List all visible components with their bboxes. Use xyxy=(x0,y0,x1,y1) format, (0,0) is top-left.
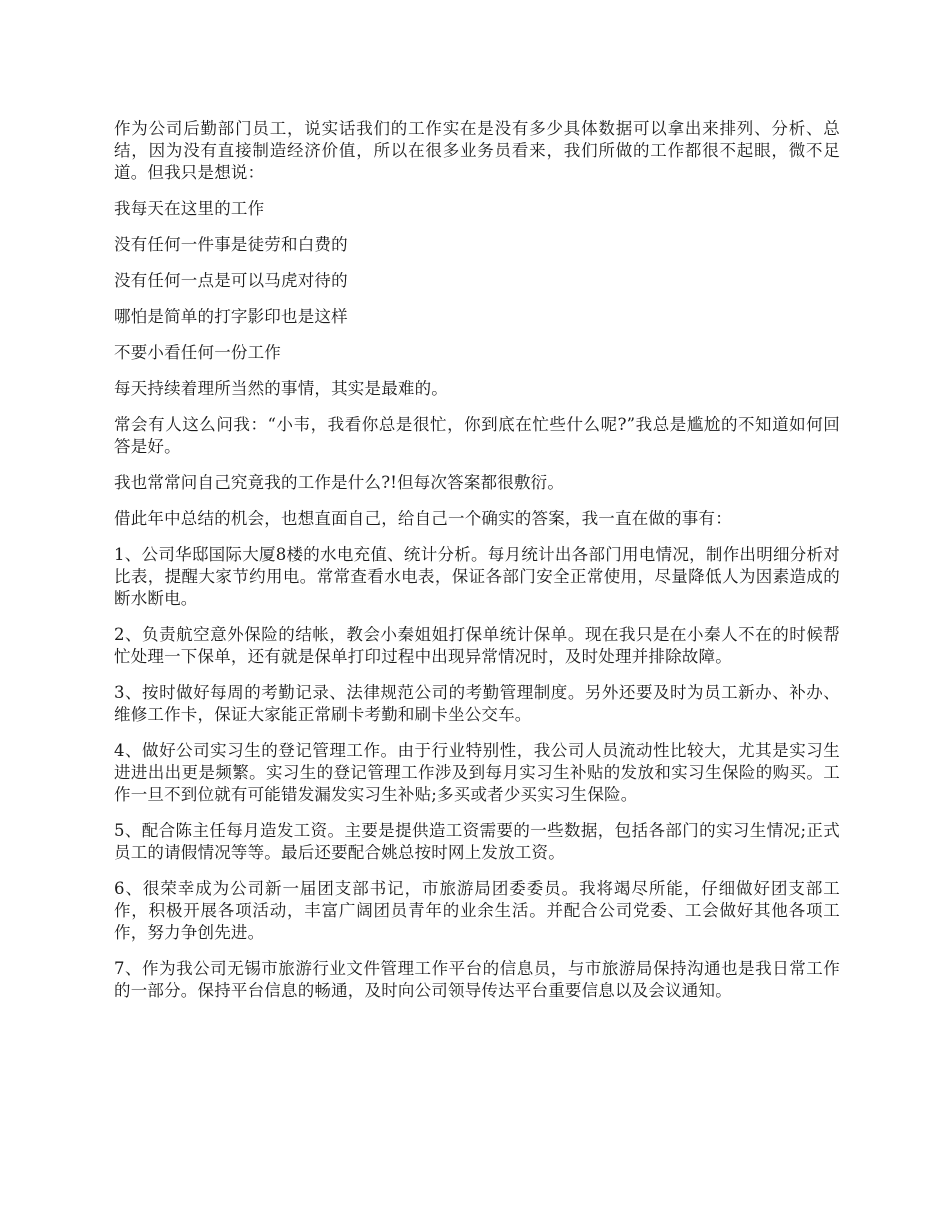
paragraph-line-6: 每天持续着理所当然的事情，其实是最难的。 xyxy=(114,379,448,398)
list-item-6: 6、很荣幸成为公司新一届团支部书记，市旅游局团委委员。我将竭尽所能，仔细做好团支部工作，积极开展各项活动，丰富广阔团员青年的业余生活。并配合公司党委、工会做好其他各项工作，努力争创先进。 xyxy=(114,879,840,942)
paragraph-summary-lead: 借此年中总结的机会，也想直面自己，给自己一个确实的答案，我一直在做的事有： xyxy=(114,509,732,528)
paragraph-line-3: 没有任何一点是可以马虎对待的 xyxy=(114,271,348,290)
paragraph-self-question: 我也常常问自己究竟我的工作是什么?!但每次答案都很敷衍。 xyxy=(114,473,565,492)
list-item-4: 4、做好公司实习生的登记管理工作。由于行业特别性，我公司人员流动性比较大，尤其是实习生进进出出更是频繁。实习生的登记管理工作涉及到每月实习生补贴的发放和实习生保险的购买。工作一旦不到位就有可能错发漏发实习生补贴;多买或者少买实习生保险。 xyxy=(114,741,840,804)
paragraph-line-2: 没有任何一件事是徒劳和白费的 xyxy=(114,235,348,254)
paragraph-line-5: 不要小看任何一份工作 xyxy=(114,343,281,362)
paragraph-line-4: 哪怕是简单的打字影印也是这样 xyxy=(114,307,348,326)
list-item-7: 7、作为我公司无锡市旅游行业文件管理工作平台的信息员，与市旅游局保持沟通也是我日常工作的一部分。保持平台信息的畅通，及时向公司领导传达平台重要信息以及会议通知。 xyxy=(114,959,840,1000)
paragraph-intro: 作为公司后勤部门员工，说实话我们的工作实在是没有多少具体数据可以拿出来排列、分析、总结，因为没有直接制造经济价值，所以在很多业务员看来，我们所做的工作都很不起眼，微不足道。但我只是想说： xyxy=(114,119,840,182)
list-item-5: 5、配合陈主任每月造发工资。主要是提供造工资需要的一些数据，包括各部门的实习生情况;正式员工的请假情况等等。最后还要配合姚总按时网上发放工资。 xyxy=(114,821,840,862)
document-body xyxy=(114,118,840,1016)
paragraph-line-1: 我每天在这里的工作 xyxy=(114,199,265,218)
list-item-3: 3、按时做好每周的考勤记录、法律规范公司的考勤管理制度。另外还要及时为员工新办、补办、维修工作卡，保证大家能正常刷卡考勤和刷卡坐公交车。 xyxy=(114,683,840,724)
list-item-1: 1、公司华邸国际大厦8楼的水电充值、统计分析。每月统计出各部门用电情况，制作出明细分析对比表，提醒大家节约用电。常常查看水电表，保证各部门安全正常使用，尽量降低人为因素造成的断水断电。 xyxy=(114,545,840,608)
list-item-2: 2、负责航空意外保险的结帐，教会小秦姐姐打保单统计保单。现在我只是在小秦人不在的时候帮忙处理一下保单，还有就是保单打印过程中出现异常情况时，及时处理并排除故障。 xyxy=(114,625,840,666)
paragraph-question: 常会有人这么问我：“小韦，我看你总是很忙，你到底在忙些什么呢?”我总是尴尬的不知道如何回答是好。 xyxy=(114,415,840,456)
